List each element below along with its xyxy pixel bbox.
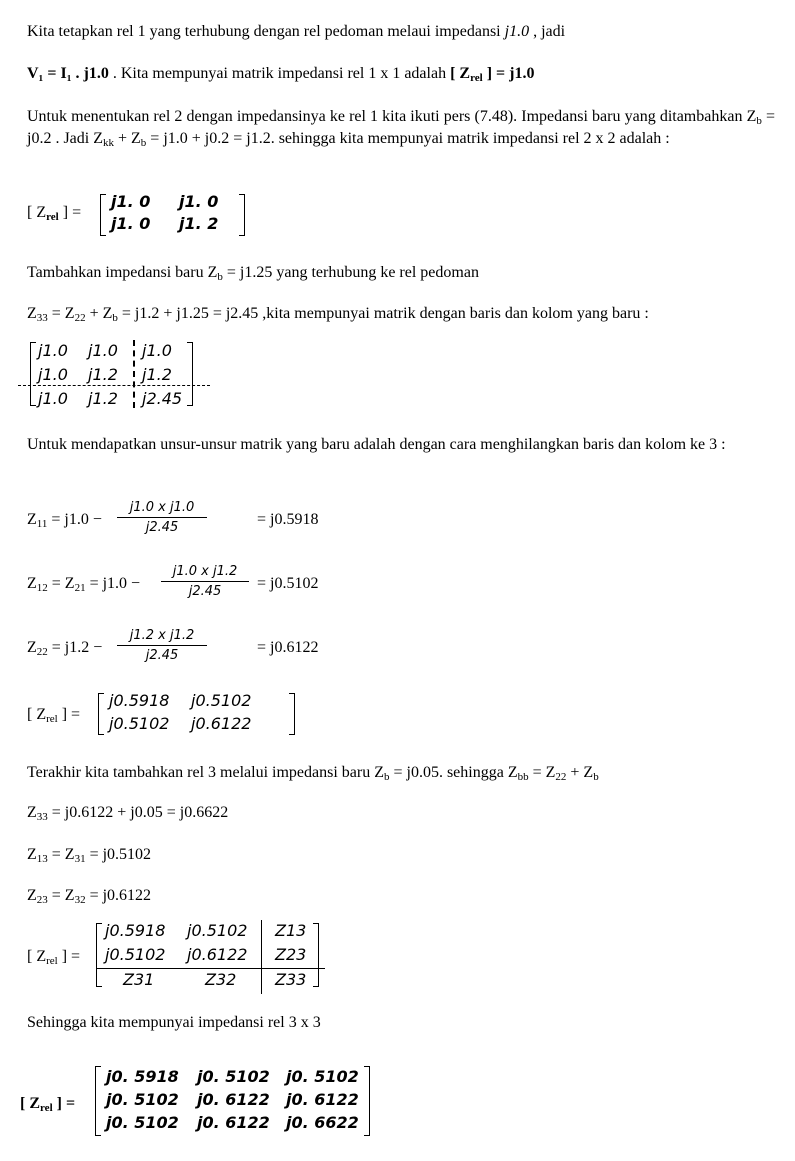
- paragraph-6: Untuk mendapatkan unsur-unsur matrik yang baru adalah dengan cara menghilangkan baris dan kolom ke 3 :: [27, 436, 726, 453]
- paragraph-7: Terakhir kita tambahkan rel 3 melalui impedansi baru $Z_b = j0.05$. sehingga $Z_{bb} = Z_{22} + Z_b$: [27, 764, 599, 783]
- equation-z13: $Z_{13} = Z_{31} = j0.5102$: [27, 846, 152, 865]
- zrel-label: [ Z: [450, 65, 471, 82]
- equation-z33: $Z_{33} = j0.6122 + j0.05 = j0.6622$: [27, 804, 229, 823]
- paragraph-1-text: Kita tetapkan rel 1 yang terhubung dengan rel pedoman melaui impedansi: [27, 23, 501, 40]
- zrel-value: ] = j1.0: [486, 65, 535, 82]
- impedance-value: j1.0: [504, 23, 530, 40]
- paragraph-1-tail: , jadi: [533, 23, 566, 40]
- vertical-partition: [133, 340, 135, 408]
- voltage-equation: V₁ = I₁ . j1.0: [27, 65, 109, 82]
- equation-z12: $Z_{12} = Z_{21} = j1.0$ − j1.0 x j1.2 j2.45 = j0.5102: [27, 564, 319, 599]
- paragraph-4: Tambahkan impedansi baru $Z_b = j1.25$ yang terhubung ke rel pedoman: [27, 264, 479, 283]
- horizontal-partition: [97, 968, 325, 969]
- matrix-3x3-final: [ $Z_{rel}$ ] = j0. 5918 j0. 5102 j0. 5102 j0. 5102 j0. 6122 j0. 6122 j0. 5102 j0. 6122 j0. 6622: [20, 1064, 380, 1140]
- paragraph-1: [27, 22, 565, 42]
- paragraph-11: Sehingga kita mempunyai impedansi rel 3 x 3: [27, 1014, 321, 1031]
- paragraph-2-text: . Kita mempunyai matrik impedansi rel 1 x 1 adalah: [112, 65, 447, 82]
- matrix-3x3-symbolic: [ $Z_{rel}$ ] = j0.5918 j0.5102 Z13 j0.5102 j0.6122 Z23 Z31 Z32 Z33: [27, 918, 337, 996]
- equation-z11: $Z_{11} = j1.0$ − j1.0 x j1.0 j2.45 = j0.5918: [27, 500, 319, 535]
- paragraph-2: V₁ = I₁ . j1.0 . Kita mempunyai matrik impedansi rel 1 x 1 adalah [ $Z_{rel}$ ] = j1.0: [27, 65, 535, 84]
- equation-z23: $Z_{23} = Z_{32} = j0.6122$: [27, 887, 152, 906]
- vertical-partition: [261, 920, 262, 994]
- horizontal-partition: [18, 385, 210, 386]
- equation-z22: $Z_{22} = j1.2$ − j1.2 x j1.2 j2.45 = j0.6122: [27, 628, 319, 663]
- paragraph-5: $Z_{33} = Z_{22} + Z_b = j1.2 + j1.25 = j2.45$ ,kita mempunyai matrik dengan baris dan kolom yang baru :: [27, 305, 649, 324]
- matrix-3x3-partitioned: j1.0 j1.0 j1.0 j1.0 j1.2 j1.2 j1.0 j1.2 j2.45: [18, 340, 218, 410]
- matrix-2x2-initial: [ $Z_{rel}$ ] = j1. 0 j1. 0 j1. 0 j1. 2: [27, 192, 247, 238]
- left-bracket: [100, 194, 106, 236]
- paragraph-3: Untuk menentukan rel 2 dengan impedansinya ke rel 1 kita ikuti pers (7.48). Impedansi baru yang ditambahkan $Z_b = j0.2$ . Jadi $Z_{kk} + Z_b = j1.0 + j0.2 = j1.2$. sehingga kita mempunyai matrik impedansi rel 2 x 2 adalah :: [27, 108, 775, 149]
- right-bracket: [239, 194, 245, 236]
- matrix-2x2-reduced: [ $Z_{rel}$ ] = j0.5918 j0.5102 j0.5102 j0.6122: [27, 690, 277, 736]
